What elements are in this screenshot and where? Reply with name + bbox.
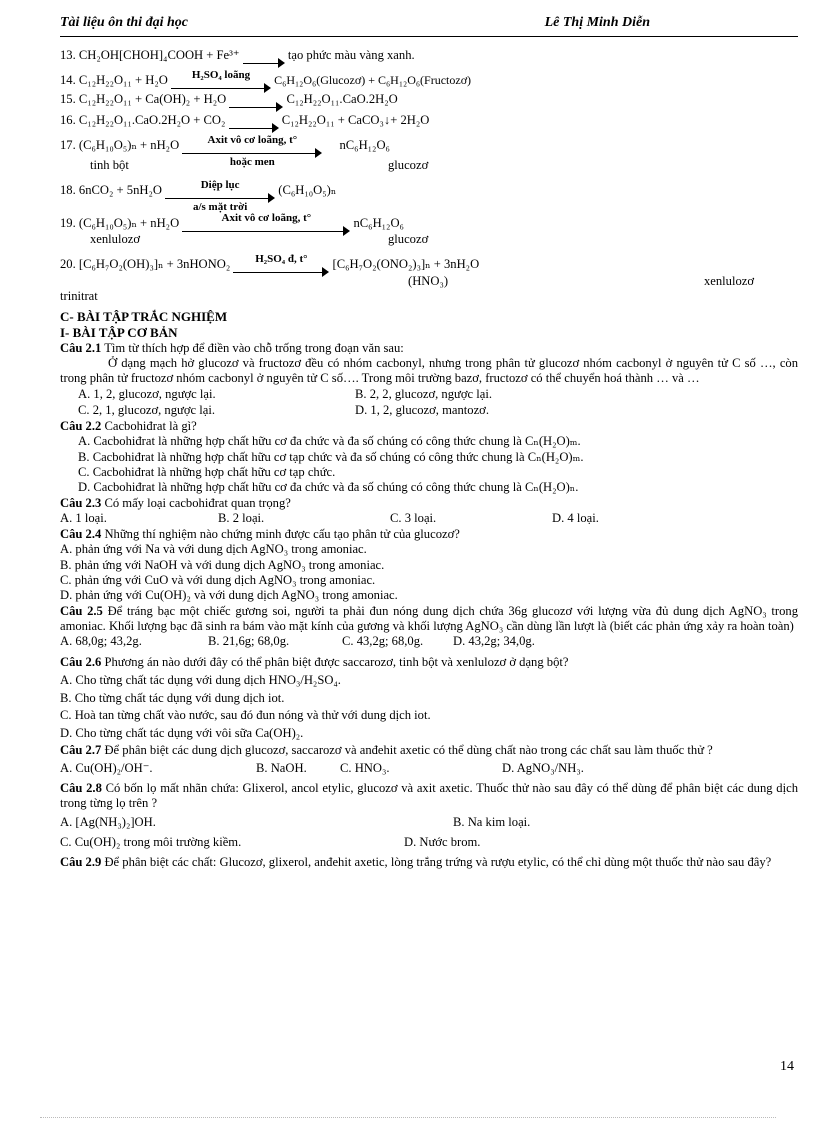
option-d: D. 4 loại. bbox=[552, 510, 599, 525]
question-2-6: Câu 2.6 Phương án nào dưới đây có thể phân biệt được saccarozơ, tinh bột và xenlulozơ ở dạng bột? A. Cho từng chất tác dụng với dung dịch HNO₃/H₂SO₄. B. Cho từng chất tác dụng với dung dịch iot. C. Hoà tan từng chất vào nước, sau đó đun nóng và thử với dung dịch iot. D. Cho từng chất tác dụng với vôi sữa Ca(OH)₂. bbox=[60, 654, 798, 742]
option-d: D. 1, 2, glucozơ, mantozơ. bbox=[355, 402, 489, 417]
option-d: D. Cacbohiđrat là những hợp chất hữu cơ đa chức và đa số chúng có công thức chung là Cₙ(H₂O)ₙ. bbox=[78, 480, 579, 495]
option-a: A. Cho từng chất tác dụng với dung dịch HNO₃/H₂SO₄. bbox=[60, 673, 341, 688]
equation-20: 20. [C₆H₇O₂(OH)₃]ₙ + 3nHONO₂ H₂SO₄ đ, t° [C₆H₇O₂(ONO₂)₃]ₙ + 3nH₂O (HNO₃) xenlulozơ trinitrat bbox=[60, 253, 755, 303]
document-page bbox=[60, 12, 798, 870]
option-a: A. [Ag(NH₃)₂]OH. bbox=[60, 814, 156, 829]
option-b: B. phản ứng với NaOH và với dung dịch AgNO₃ trong amoniac. bbox=[60, 557, 385, 572]
option-a: A. Cacbohiđrat là những hợp chất hữu cơ đa chức và đa số chúng có công thức chung là Cₙ(H₂O)ₘ. bbox=[78, 434, 581, 449]
page-number: 14 bbox=[780, 1059, 794, 1074]
option-c: C. Hoà tan từng chất vào nước, sau đó đun nóng và thử với dung dịch iot. bbox=[60, 708, 431, 723]
question-2-5: Câu 2.5 Để tráng bạc một chiếc gương soi, người ta phải đun nóng dung dịch chứa 36g glucozơ với lượng vừa đủ dung dịch AgNO₃ trong amoniac. Khối lượng bạc đã sinh ra bám vào mặt kính của gương và khối lượng AgNO₃ cần dùng lần lượt là (biết các phản ứng xảy ra hoàn toàn) A. 68,0g; 43,2g. B. 21,6g; 68,0g. C. 43,2g; 68,0g. D. 43,2g; 34,0g. bbox=[60, 603, 798, 649]
option-c: C. 2, 1, glucozơ, ngược lại. bbox=[78, 402, 215, 417]
option-b: B. 2, 2, glucozơ, ngược lại. bbox=[355, 386, 492, 401]
equation-17: 17. (C₆H₁₀O₅)ₙ + nH₂O Axit vô cơ loãng, t° hoặc men nC₆H₁₂O₆ tinh bột glucozơ bbox=[60, 134, 429, 172]
option-b: B. NaOH. bbox=[256, 760, 307, 775]
bottom-divider bbox=[40, 1117, 776, 1118]
equation-16: 16. C₁₂H₂₂O₁₁.CaO.2H₂O + CO₂ C₁₂H₂₂O₁₁ + CaCO₃↓+ 2H₂O bbox=[60, 109, 798, 129]
question-2-2: Câu 2.2 Cacbohiđrat là gì? A. Cacbohiđrat là những hợp chất hữu cơ đa chức và đa số chúng có công thức chung là Cₙ(H₂O)ₘ. B. Cacbohiđrat là những hợp chất hữu cơ tạp chức và đa số chúng có công thức chung là Cₙ(H₂O)ₘ. C. Cacbohiđrat là những hợp chất hữu cơ tạp chức. D. Cacbohiđrat là những hợp chất hữu cơ đa chức và đa số chúng có công thức chung là Cₙ(H₂O)ₙ. bbox=[60, 419, 798, 496]
equation-19: 19. (C₆H₁₀O₅)ₙ + nH₂O Axit vô cơ loãng, t° nC₆H₁₂O₆ xenlulozơ glucozơ bbox=[60, 212, 429, 246]
option-d: D. phản ứng với Cu(OH)₂ và với dung dịch AgNO₃ trong amoniac. bbox=[60, 588, 398, 603]
question-2-7: Câu 2.7 Để phân biệt các dung dịch glucozơ, saccarozơ và anđehit axetic có thể dùng chất nào trong các chất sau làm thuốc thử ? A. Cu(OH)₂/OH⁻. B. NaOH. C. HNO₃. D. AgNO₃/NH₃. bbox=[60, 742, 713, 775]
option-d: D. 43,2g; 34,0g. bbox=[453, 634, 535, 649]
option-b: B. Na kim loại. bbox=[453, 814, 531, 829]
option-a: A. 1, 2, glucozơ, ngược lại. bbox=[78, 386, 216, 401]
option-a: A. 68,0g; 43,2g. bbox=[60, 634, 142, 649]
equation-18: 18. 6nCO₂ + 5nH₂O Diệp lục a/s mặt trời (C₆H₁₀O₅)ₙ bbox=[60, 179, 337, 214]
option-a: A. Cu(OH)₂/OH⁻. bbox=[60, 760, 153, 775]
option-b: B. 21,6g; 68,0g. bbox=[208, 634, 290, 649]
option-a: A. 1 loại. bbox=[60, 510, 107, 525]
question-2-3: Câu 2.3 Có mấy loại cacbohiđrat quan trọng? A. 1 loại. B. 2 loại. C. 3 loại. D. 4 loại. bbox=[60, 495, 599, 525]
question-2-4: Câu 2.4 Những thí nghiệm nào chứng minh được cấu tạo phân tử của glucozơ? A. phản ứng với Na và với dung dịch AgNO₃ trong amoniac. B. phản ứng với NaOH và với dung dịch AgNO₃ trong amoniac. C. phản ứng với CuO và với dung dịch AgNO₃ trong amoniac. D. phản ứng với Cu(OH)₂ và với dung dịch AgNO₃ trong amoniac. bbox=[60, 527, 798, 604]
equation-13: 13. CH₂OH[CHOH]₄COOH + Fe³⁺ tạo phức màu vàng xanh. bbox=[60, 44, 798, 64]
question-2-9: Câu 2.9 Để phân biệt các chất: Glucozơ, glixerol, anđehit axetic, lòng trắng trứng và rượu etylic, có thể chỉ dùng một thuốc thử nào sau đây? bbox=[60, 854, 772, 869]
option-d: D. AgNO₃/NH₃. bbox=[502, 760, 584, 775]
option-c: C. Cu(OH)₂ trong môi trường kiềm. bbox=[60, 834, 242, 849]
page-header bbox=[60, 12, 798, 37]
question-2-1: Câu 2.1 Tìm từ thích hợp để điền vào chỗ trống trong đoạn văn sau: Ở dạng mạch hở glucozơ và fructozơ đều có nhóm cacbonyl, nhưng trong phân tử glucozơ nhóm cacbonyl ở nguyên tử C số …, còn trong phân tử fructozơ nhóm cacbonyl ở nguyên tử C số…. Trong môi trường bazơ, fructozơ có thể chuyển hoá thành … và … A. 1, 2, glucozơ, ngược lại. B. 2, 2, glucozơ, ngược lại. C. 2, 1, glucozơ, ngược lại. D. 1, 2, glucozơ, mantozơ. bbox=[60, 340, 798, 417]
section-title-i: I- BÀI TẬP CƠ BẢN bbox=[60, 324, 178, 340]
equation-15: 15. C₁₂H₂₂O₁₁ + Ca(OH)₂ + H₂O C₁₂H₂₂O₁₁.CaO.2H₂O bbox=[60, 88, 798, 108]
option-b: B. Cacbohiđrat là những hợp chất hữu cơ tạp chức và đa số chúng có công thức chung là Cₙ(H₂O)ₘ. bbox=[78, 449, 584, 464]
option-c: C. phản ứng với CuO và với dung dịch AgNO₃ trong amoniac. bbox=[60, 573, 376, 588]
section-title-c: C- BÀI TẬP TRẮC NGHIỆM bbox=[60, 309, 228, 324]
header-right: Lê Thị Minh Diễn bbox=[544, 15, 650, 30]
header-left: Tài liệu ôn thi đại học bbox=[60, 15, 188, 30]
option-d: D. Nước brom. bbox=[404, 834, 481, 849]
option-b: B. 2 loại. bbox=[218, 510, 265, 525]
option-c: C. Cacbohiđrat là những hợp chất hữu cơ tạp chức. bbox=[78, 464, 336, 479]
option-b: B. Cho từng chất tác dụng với dung dịch iot. bbox=[60, 690, 285, 705]
option-c: C. 3 loại. bbox=[390, 510, 437, 525]
option-c: C. 43,2g; 68,0g. bbox=[342, 634, 424, 649]
option-d: D. Cho từng chất tác dụng với vôi sữa Ca(OH)₂. bbox=[60, 725, 304, 740]
option-a: A. phản ứng với Na và với dung dịch AgNO₃ trong amoniac. bbox=[60, 542, 367, 557]
option-c: C. HNO₃. bbox=[340, 760, 390, 775]
equation-14: 14. C₁₂H₂₂O₁₁ + H₂O H₂SO₄ loãng C₆H₁₂O₆(Glucozơ) + C₆H₁₂O₆(Fructozơ) bbox=[60, 65, 798, 87]
question-2-8: Câu 2.8 Có bốn lọ mất nhãn chứa: Glixerol, ancol etylic, glucozơ và axit axetic. Thuốc thử nào sau đây có thể dùng để phân biệt các dung dịch trong từng lọ trên ? A. [Ag(NH₃)₂]OH. B. Na kim loại. C. Cu(OH)₂ trong môi trường kiềm. D. Nước brom. bbox=[60, 780, 798, 849]
